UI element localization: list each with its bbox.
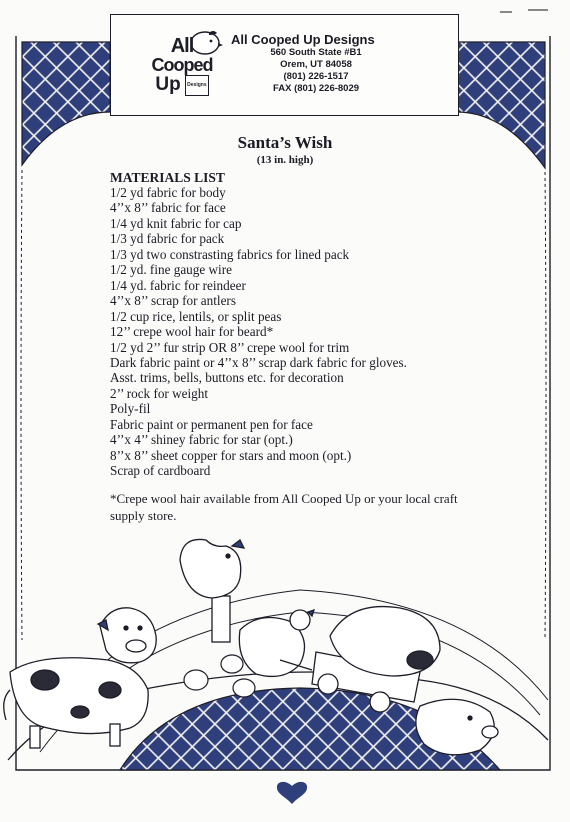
- list-item: Poly-fil: [110, 401, 151, 417]
- logo-word-4: Designs: [185, 75, 208, 96]
- list-item: Dark fabric paint or 4’’x 8’’ scrap dark fabric for gloves.: [110, 354, 407, 370]
- pig-icon: [416, 699, 498, 755]
- list-item: 1/4 yd knit fabric for cap: [110, 215, 242, 231]
- logo-word-3: Up: [155, 74, 181, 95]
- list-item: 4’’x 4’’ shiney fabric for star (opt.): [110, 432, 293, 448]
- list-item: 12’’ crepe wool hair for beard*: [110, 324, 274, 340]
- pattern-size: (13 in. high): [256, 154, 314, 166]
- list-item: 8’’x 8’’ sheet copper for stars and moon (opt.): [110, 447, 352, 463]
- heart-icon: [277, 782, 307, 804]
- cow-icon: [4, 608, 156, 748]
- list-item: 1/2 yd fabric for body: [110, 185, 226, 200]
- company-name: All Cooped Up Designs: [231, 32, 375, 47]
- list-item: 1/3 yd fabric for pack: [110, 231, 225, 247]
- list-item: 1/3 yd two constrasting fabrics for lined pack: [110, 246, 350, 262]
- address-line-city: Orem, UT 84058: [280, 59, 352, 70]
- rooster-icon: [180, 539, 244, 642]
- list-item: 1/2 yd 2’’ fur strip OR 8’’ crepe wool for trim: [110, 339, 350, 355]
- materials-heading: MATERIALS LIST: [110, 170, 225, 185]
- list-item: 1/2 yd. fine gauge wire: [110, 262, 232, 278]
- list-item: 4’’x 8’’ scrap for antlers: [110, 293, 236, 309]
- address-line-fax: FAX (801) 226-8029: [272, 83, 360, 94]
- list-item: 4’’x 8’’ fabric for face: [110, 200, 226, 216]
- footnote: *Crepe wool hair available from All Cooped Up or your local craft supply store.: [110, 491, 458, 523]
- list-item: 1/2 cup rice, lentils, or split peas: [110, 308, 282, 324]
- list-item: Fabric paint or permanent pen for face: [110, 416, 313, 432]
- list-item: Asst. trims, bells, buttons etc. for decoration: [110, 370, 344, 386]
- logo-word-2: Cooped: [151, 55, 213, 75]
- list-item: 1/4 yd. fabric for reindeer: [110, 277, 246, 293]
- address-line-phone: (801) 226-1517: [283, 71, 349, 82]
- pattern-title: Santa’s Wish: [237, 133, 333, 152]
- logo-word-1: All: [170, 35, 194, 57]
- address-line-street: 560 South State #B1: [270, 47, 362, 58]
- list-item: 2’’ rock for weight: [110, 385, 209, 401]
- list-item: Scrap of cardboard: [110, 463, 211, 479]
